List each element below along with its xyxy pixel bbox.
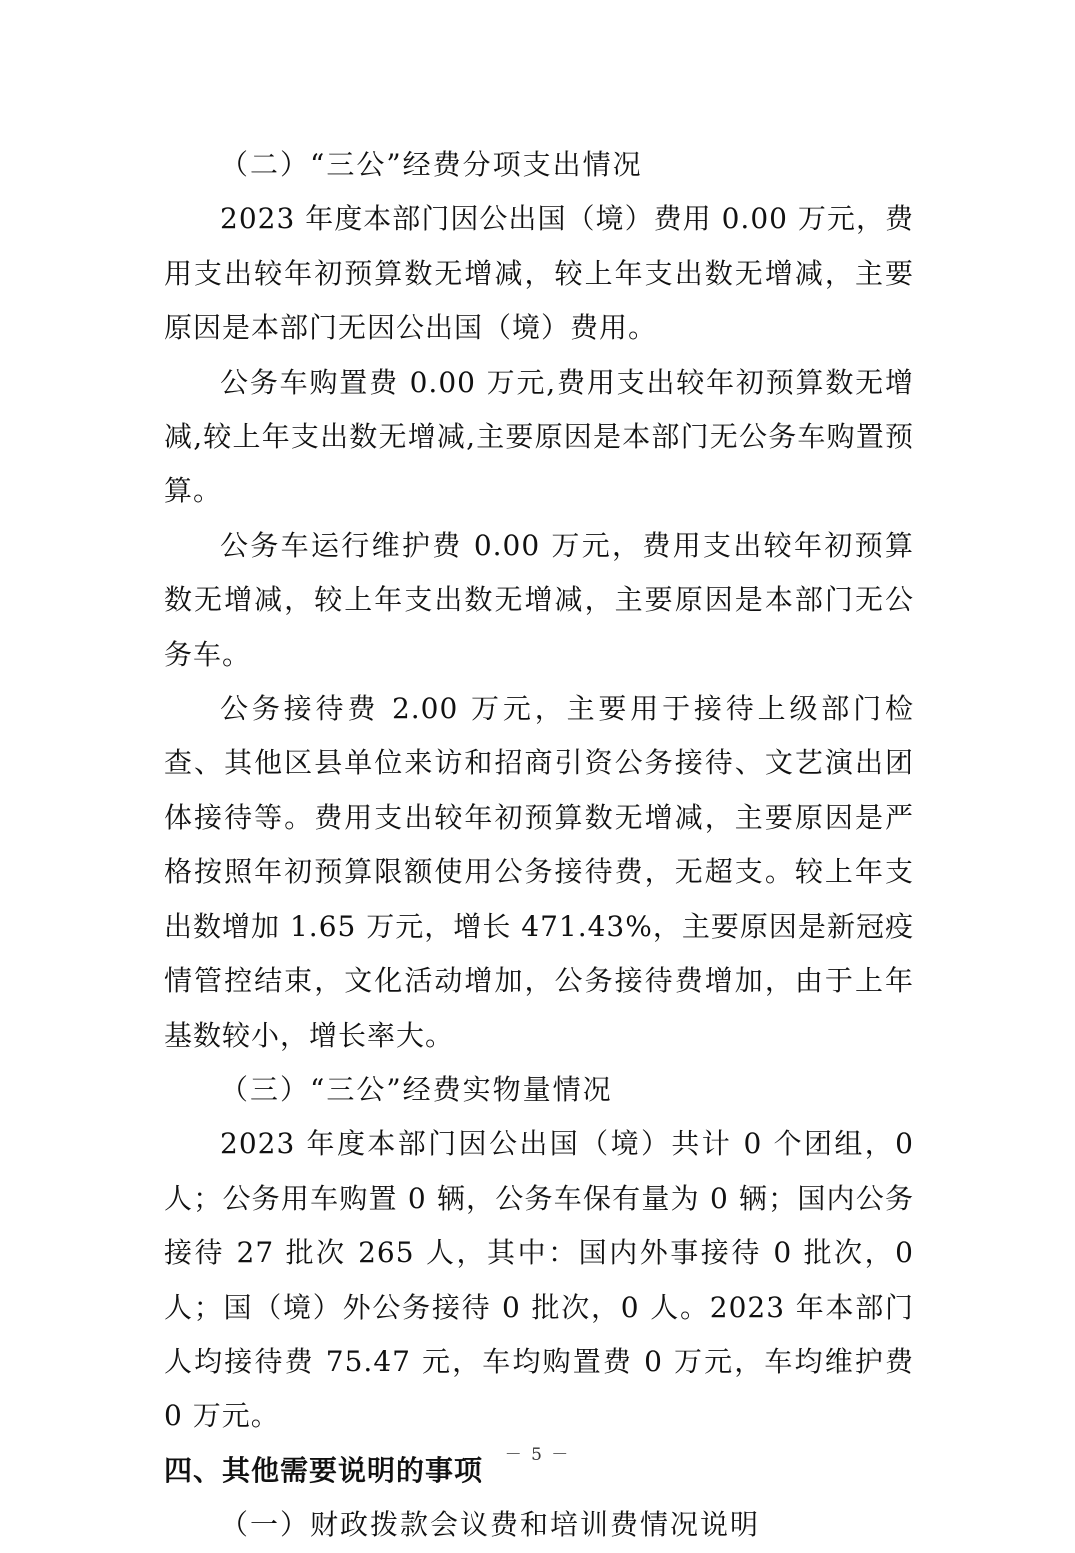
paragraph-car-purchase: 公务车购置费 0.00 万元,费用支出较年初预算数无增减,较上年支出数无增减,主要原因是本部门无公务车购置预算。 [164,365,914,508]
subsection-title-three-public-itemized: （二）“三公”经费分项支出情况 [220,148,643,181]
paragraph-physical-quantity: 2023 年度本部门因公出国（境）共计 0 个团组，0 人；公务用车购置 0 辆，公务车保有量为 0 辆；国内公务接待 27 批次 265 人，其中：国内外事接待 0 批次，0 人；国（境）外公务接待 0 批次，0 人。2023 年本部门人均接待费 75.47 元，车均购置费 0 万元，车均维护费 0 万元。 [164,1127,914,1433]
paragraph-reception-expense: 公务接待费 2.00 万元，主要用于接待上级部门检查、其他区县单位来访和招商引资公务接待、文艺演出团体接待等。费用支出较年初预算数无增减，主要原因是严格按照年初预算限额使用公务接待费，无超支。较上年支出数增加 1.65 万元，增长 471.43%，主要原因是新冠疫情管控结束，文化活动增加，公务接待费增加，由于上年基数较小，增长率大。 [164,692,914,1052]
page-number: － 5 － [504,1445,571,1465]
subsection-title-meeting-training: （一）财政拨款会议费和培训费情况说明 [220,1508,761,1542]
subsection-title-three-public-physical: （三）“三公”经费实物量情况 [220,1072,613,1106]
paragraph-car-maintenance: 公务车运行维护费 0.00 万元，费用支出较年初预算数无增减，较上年支出数无增减，主要原因是本部门无公务车。 [164,528,914,671]
paragraph-abroad-expense: 2023 年度本部门因公出国（境）费用 0.00 万元，费用支出较年初预算数无增减，较上年支出数无增减，主要原因是本部门无因公出国（境）费用。 [164,202,914,345]
section-title-other-matters: 四、其他需要说明的事项 [164,1453,484,1487]
page-content [164,138,914,1553]
